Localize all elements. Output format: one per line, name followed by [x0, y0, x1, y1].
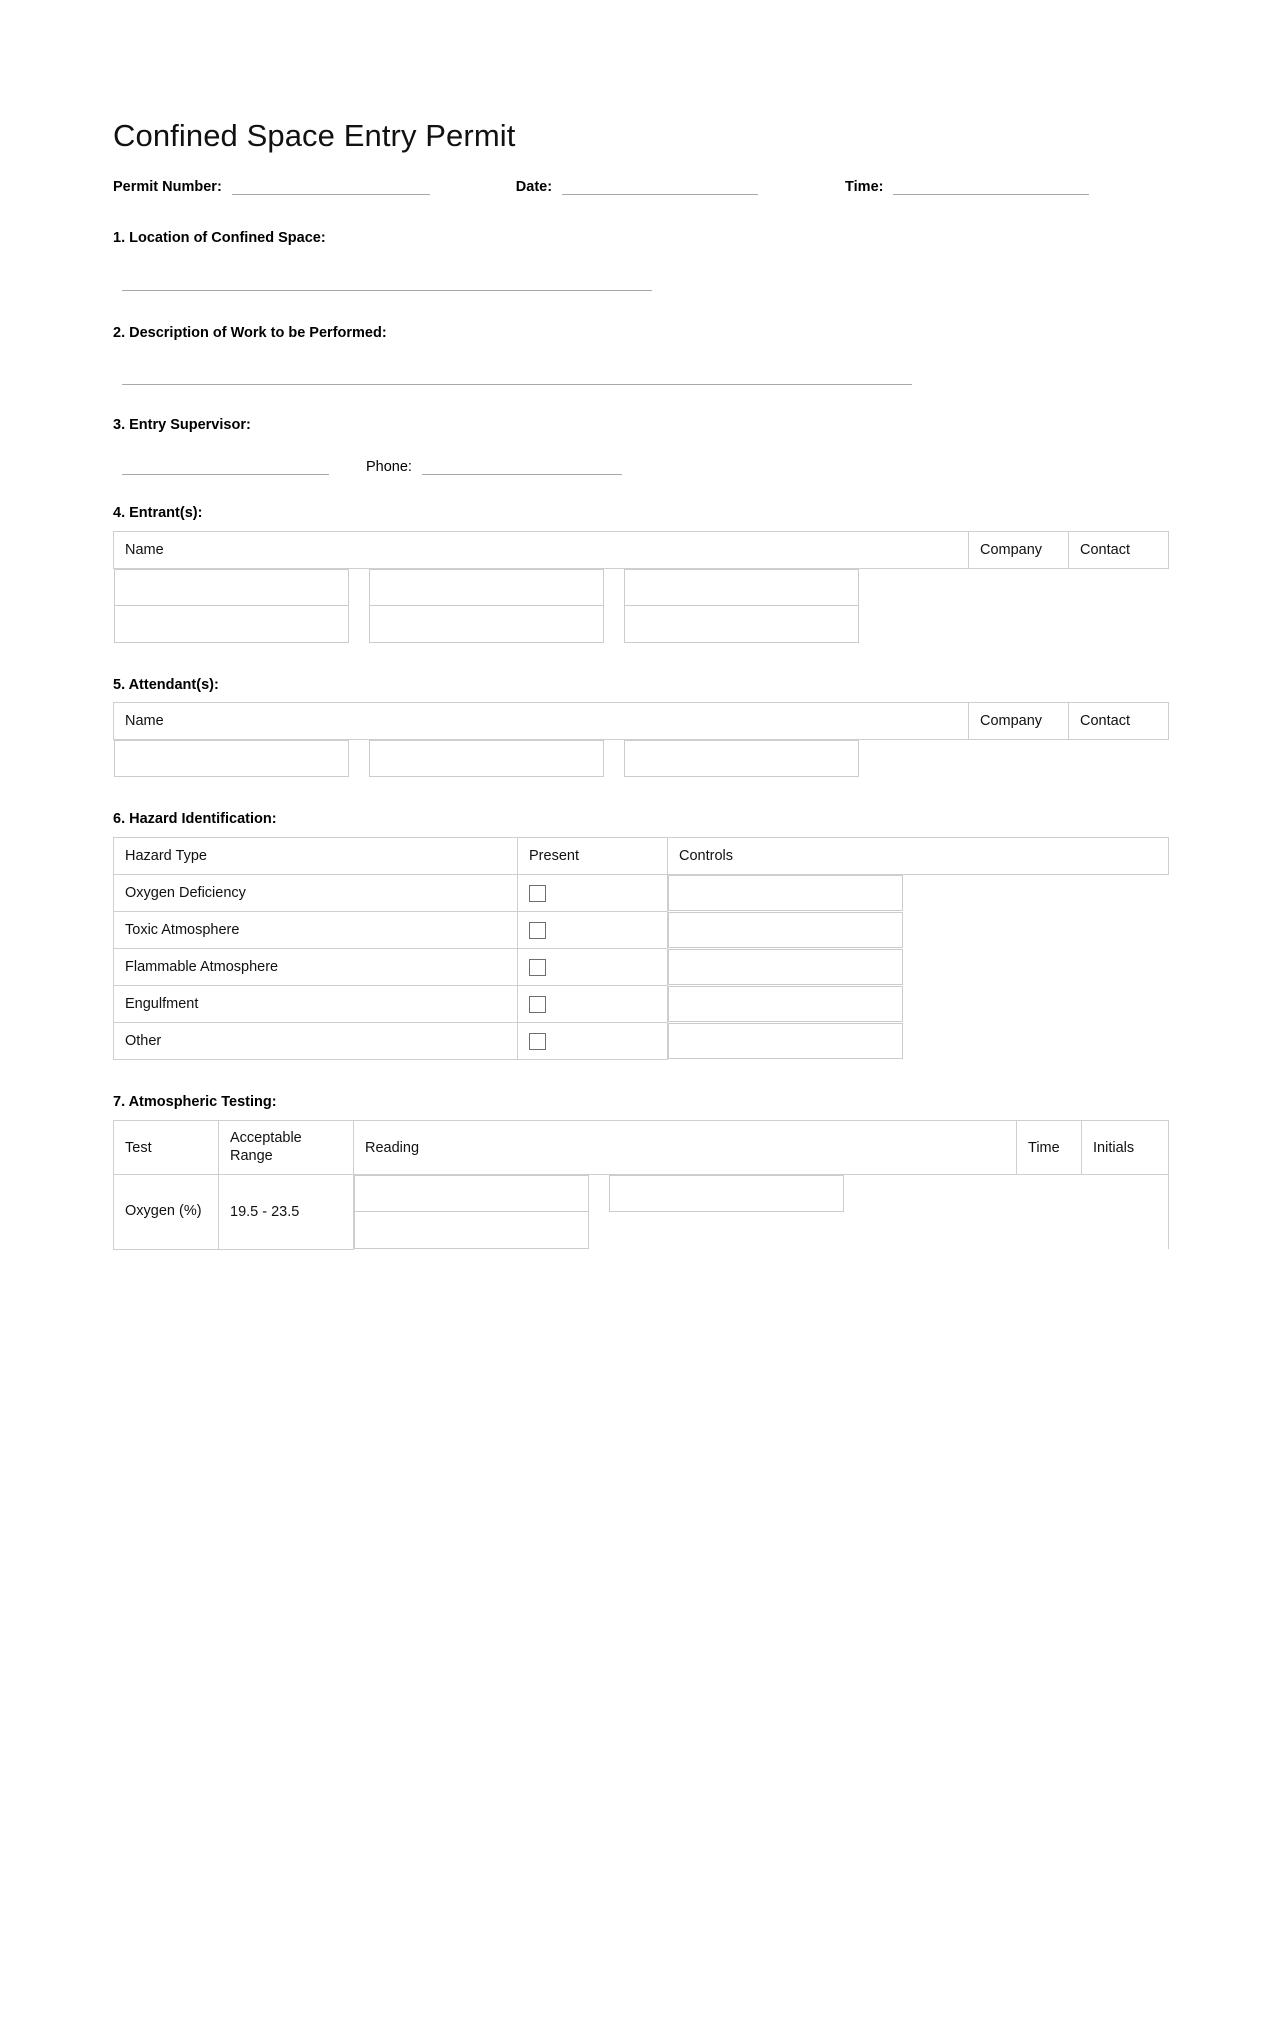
atmospheric-table [113, 1120, 1169, 1250]
hazard-controls-input[interactable] [668, 875, 903, 911]
hazard-controls-cell [668, 986, 1169, 1023]
hazard-present-cell [518, 1023, 668, 1060]
section-atmospheric-title: 7. Atmospheric Testing: [113, 1094, 277, 1111]
column-header-initials: Initials [1082, 1120, 1169, 1174]
supervisor-phone-label: Phone: [366, 458, 412, 475]
entrant-company-column [369, 569, 604, 643]
entrant-name-input[interactable] [114, 606, 349, 643]
column-header-name: Name [114, 703, 969, 740]
table-row [114, 1175, 1169, 1250]
hazard-present-cell [518, 986, 668, 1023]
atmospheric-reading-cell [354, 1175, 1169, 1250]
section-hazard-identification [113, 811, 1168, 1060]
supervisor-name-input[interactable] [122, 438, 329, 475]
section-attendants [113, 677, 1168, 778]
table-row [114, 568, 1169, 643]
entrant-contact-column [624, 569, 859, 643]
column-header-company: Company [969, 703, 1069, 740]
table-row [114, 740, 1169, 778]
checkbox-icon[interactable] [529, 885, 546, 902]
hazard-label: Oxygen Deficiency [114, 874, 518, 911]
hazard-controls-cell [668, 949, 1169, 986]
section-entrants-title: 4. Entrant(s): [113, 505, 203, 522]
section-location-title: 1. Location of Confined Space: [113, 230, 326, 247]
column-header-contact: Contact [1069, 531, 1169, 568]
date-field [516, 180, 758, 196]
entrant-contact-input[interactable] [624, 569, 859, 606]
permit-number-input[interactable] [232, 180, 430, 195]
permit-number-field [113, 180, 430, 196]
column-header-contact: Contact [1069, 703, 1169, 740]
checkbox-icon[interactable] [529, 996, 546, 1013]
hazard-controls-input[interactable] [668, 949, 903, 985]
hazard-label: Flammable Atmosphere [114, 949, 518, 986]
entrant-name-input[interactable] [114, 569, 349, 606]
atmospheric-reading-input[interactable] [354, 1175, 589, 1212]
column-header-present: Present [518, 837, 668, 874]
entrant-contact-input[interactable] [624, 606, 859, 643]
attendant-contact-column [624, 740, 859, 777]
column-header-time: Time [1017, 1120, 1082, 1174]
table-header-row [114, 837, 1169, 874]
attendant-contact-input[interactable] [624, 740, 859, 777]
attendant-name-column [114, 740, 349, 777]
table-row [114, 986, 1169, 1023]
section-atmospheric-testing [113, 1094, 1168, 1249]
hazard-present-cell [518, 874, 668, 911]
column-header-acceptable-range: Acceptable Range [219, 1120, 354, 1174]
section-entrants [113, 505, 1168, 643]
attendant-company-input[interactable] [369, 740, 604, 777]
table-header-row [114, 703, 1169, 740]
table-row [114, 1023, 1169, 1060]
entrants-input-grid [114, 568, 1169, 643]
description-input[interactable] [122, 346, 912, 385]
hazard-controls-input[interactable] [668, 912, 903, 948]
hazard-label: Toxic Atmosphere [114, 911, 518, 948]
hazard-label: Engulfment [114, 986, 518, 1023]
atmospheric-test-label: Oxygen (%) [114, 1175, 219, 1250]
hazard-controls-cell [668, 874, 1169, 911]
hazard-present-cell [518, 911, 668, 948]
section-entry-supervisor [113, 417, 1168, 475]
attendant-company-column [369, 740, 604, 777]
hazard-controls-input[interactable] [668, 1023, 903, 1059]
atmospheric-acceptable-range: 19.5 - 23.5 [219, 1175, 354, 1250]
atmospheric-time-input[interactable] [609, 1175, 844, 1212]
entrants-table [113, 531, 1169, 643]
hazard-controls-cell [668, 1023, 1169, 1060]
page-title: Confined Space Entry Permit [113, 118, 516, 153]
table-row [114, 949, 1169, 986]
section-supervisor-title: 3. Entry Supervisor: [113, 416, 251, 433]
atmospheric-reading-input-overflow[interactable] [354, 1212, 589, 1249]
attendants-table [113, 702, 1169, 777]
column-header-name: Name [114, 531, 969, 568]
column-header-controls: Controls [668, 837, 1169, 874]
table-header-row [114, 531, 1169, 568]
section-hazards-title: 6. Hazard Identification: [113, 811, 277, 828]
table-row [114, 911, 1169, 948]
column-header-test: Test [114, 1120, 219, 1174]
supervisor-fields-row [113, 438, 1168, 475]
location-input[interactable] [122, 252, 652, 291]
section-location [113, 230, 1168, 290]
checkbox-icon[interactable] [529, 959, 546, 976]
supervisor-phone-input[interactable] [422, 460, 622, 475]
attendant-name-input[interactable] [114, 740, 349, 777]
section-attendants-title: 5. Attendant(s): [113, 676, 219, 693]
hazard-present-cell [518, 949, 668, 986]
permit-meta-row [113, 180, 1168, 196]
reading-column [354, 1175, 589, 1249]
time-input[interactable] [893, 180, 1089, 195]
section-description [113, 325, 1168, 385]
column-header-company: Company [969, 531, 1069, 568]
entrant-name-column [114, 569, 349, 643]
time-label: Time: [845, 178, 884, 195]
date-label: Date: [515, 178, 553, 195]
time-column [609, 1175, 844, 1249]
section-description-title: 2. Description of Work to be Performed: [113, 324, 387, 341]
table-header-row [114, 1120, 1169, 1174]
document-content [113, 118, 1168, 1254]
checkbox-icon[interactable] [529, 922, 546, 939]
date-input[interactable] [562, 180, 758, 195]
entrant-company-input[interactable] [369, 606, 604, 643]
column-header-reading: Reading [354, 1120, 1017, 1174]
hazard-controls-cell [668, 911, 1169, 948]
attendants-input-grid [114, 740, 1169, 778]
hazards-table [113, 837, 1169, 1061]
entrant-company-input[interactable] [369, 569, 604, 606]
permit-number-label: Permit Number: [113, 178, 222, 195]
time-field [845, 180, 1089, 196]
checkbox-icon[interactable] [529, 1033, 546, 1050]
hazard-label: Other [114, 1023, 518, 1060]
column-header-hazard-type: Hazard Type [114, 837, 518, 874]
hazard-controls-input[interactable] [668, 986, 903, 1022]
table-row [114, 874, 1169, 911]
